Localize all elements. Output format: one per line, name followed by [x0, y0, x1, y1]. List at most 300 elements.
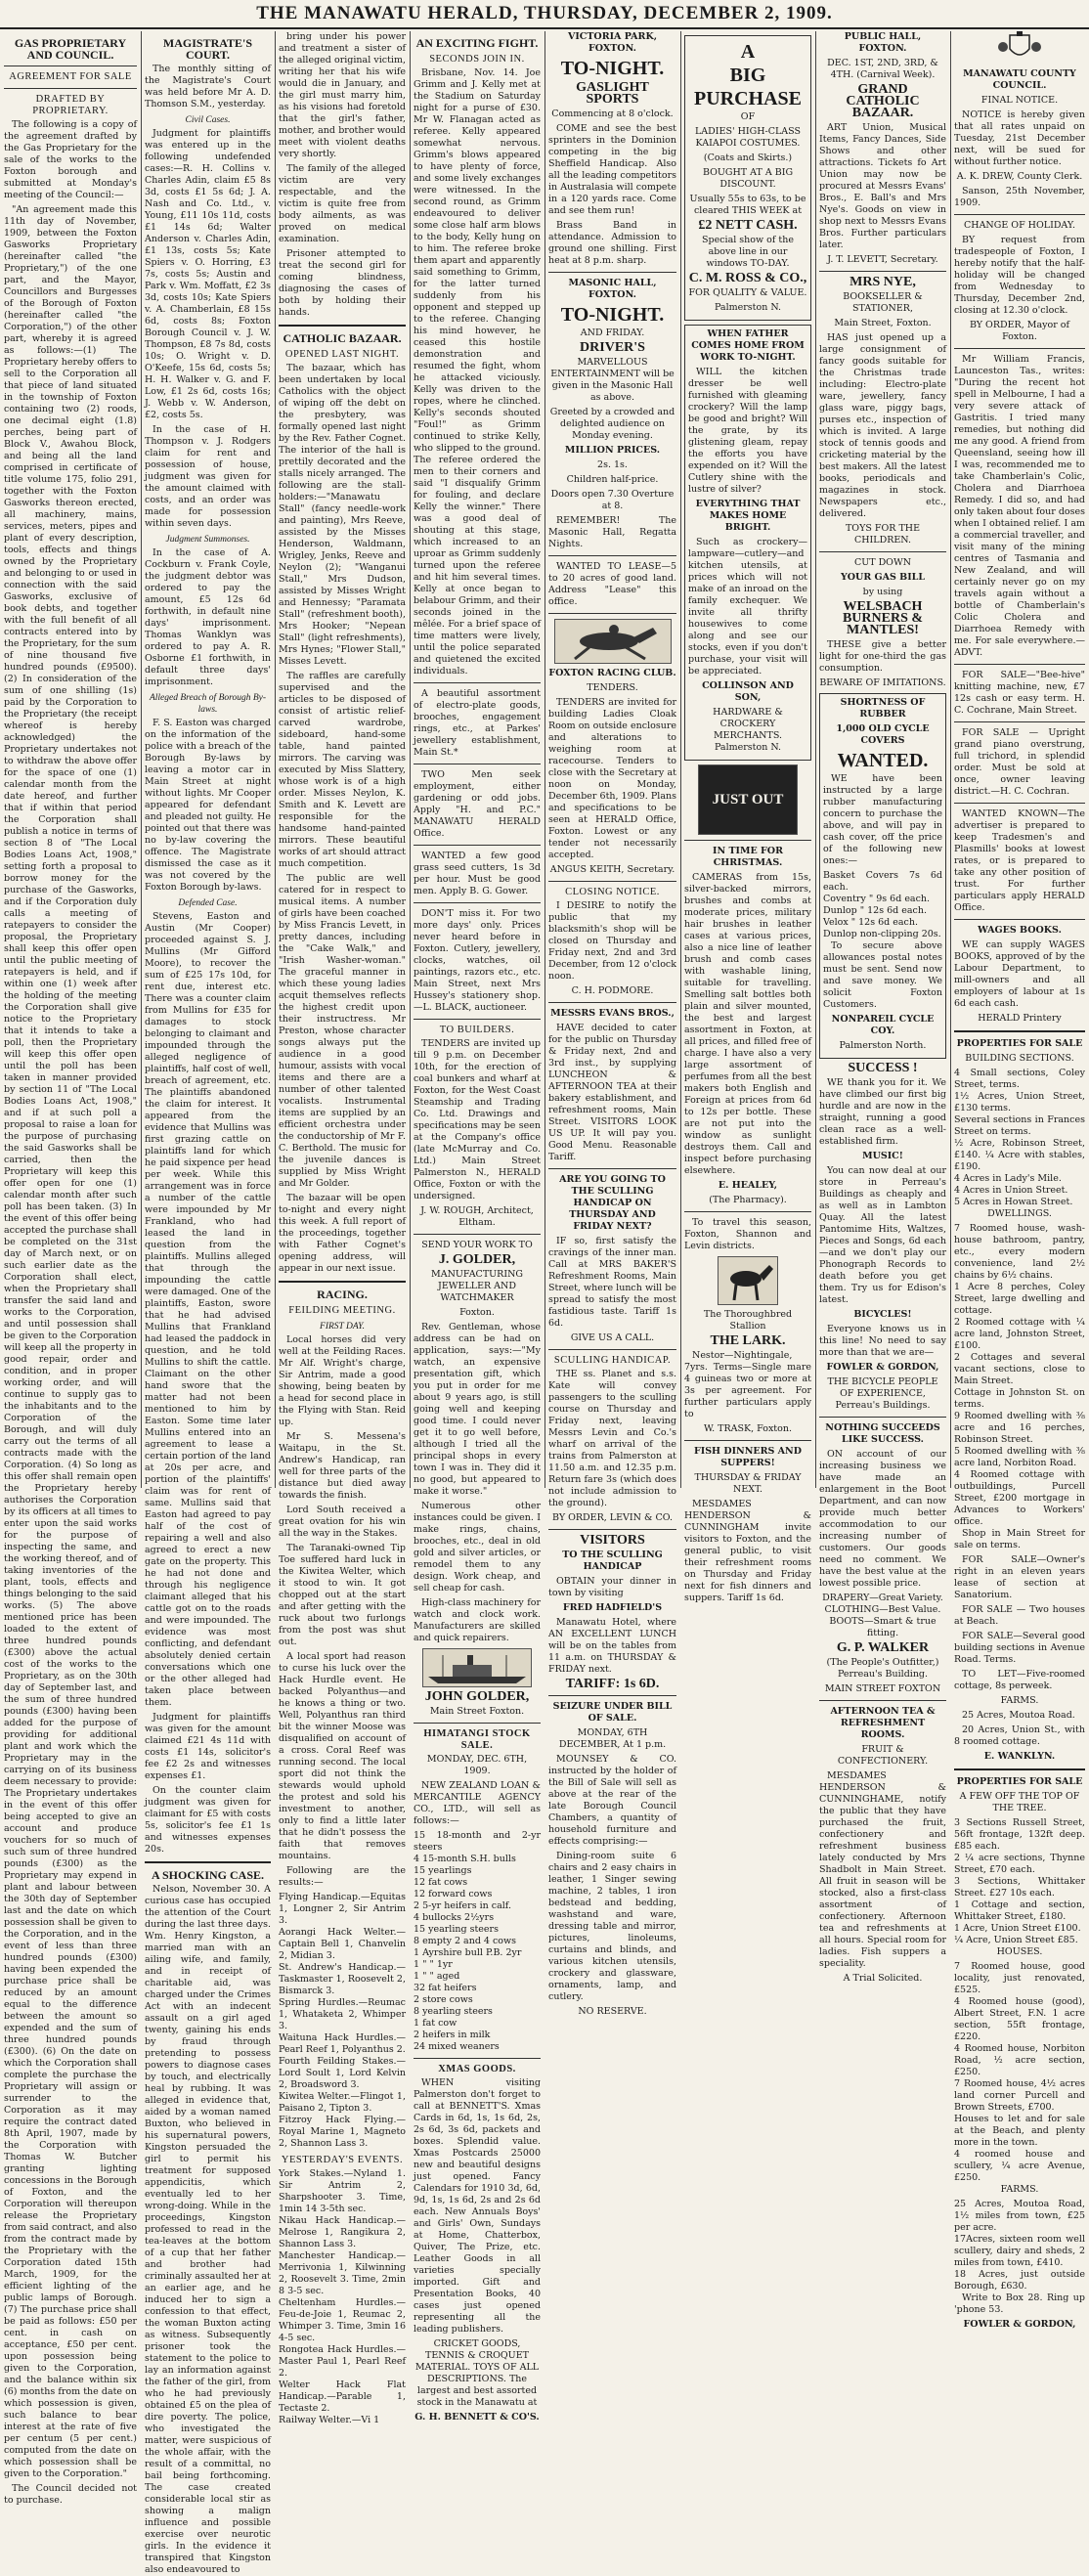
- ad-text: THE BICYCLE PEOPLE OF EXPERIENCE, Perreau's Buildings.: [827, 1376, 938, 1411]
- article-paragraph: Brisbane, Nov. 14. Joe Grimm and J. Kelly met at the Stadium on Saturday night for a purse of £30. Mr W. Flanagan acted as referee. Kelly appeared somewhat nervous. Grimm's blows appeared to have plenty of force, and some lively exchanges were witnessed. In the second round, as Grimm endeavoured to deliver some close half arm blows to the body, Kelly hung on to him. The referee broke them apart and apparently said something to Grimm, for the latter turned suddenly from his opponent and stepped up to the referee. Changing his mind however, he ceased this hostile demonstration and resumed the fight, whom he attacked viciously. Kelly was driven to the ropes, where he clinched. Kelly's seconds shouted "Foul!" as Grimm continued to strike Kelly, who slipped to the ground. The referee ordered the men to their corners and said "I disqualify Grimm for fouling, and declare Kelly the winner." There was a good deal of shouting at this stage, which increased to an uproar as Grimm suddenly turned upon the referee and hit him several times. Kelly at once began to belabour Grimm, and their seconds joined in the mêlée. For a brief space of time matters were lively, until the police separated and quietened the excited individuals.: [414, 67, 541, 677]
- ad-text: WHEN visiting Palmerston don't forget to call at BENNETT'S. Xmas Cards in 6d, 1s, 1s 6d, 2s, 2s 6d, 3s 6d, packets and boxes. Splendid value. Xmas Postcards 25000 new and beautiful designs just opened. Fancy Calendars for 1910 3d, 6d, 9d, 1s, 1s 6d, 2s and 2s 6d each. New Annuals Boys' and Girls' Own, Sundays at Home, Chatterbox, Quiver, The Prize, etc. Leather Goods in all varieties specially imported. Gift and Presentation Books, 40 cases just opened representing all the leading publishers.: [414, 2077, 541, 2335]
- property-item: ½ Acre, Robinson Street, £140. ¼ Acre with stables, £190.: [954, 1138, 1085, 1172]
- ad-text: CUT DOWN: [853, 557, 912, 568]
- ad-text: Nestor—Nightingale, 7yrs. Terms—Single mare 4 guineas two or more at 3s per agreement. For further particulars apply to: [684, 1350, 811, 1419]
- stock-item: 4 bullocks 2½yrs: [414, 1912, 495, 1923]
- property-item: 3 Sections, Whittaker Street. £27 10s each.: [954, 1876, 1085, 1899]
- ad-text: TWO Men seek employment, either gardening or odd jobs. Apply "H. and P.C." MANAWATU HERALD Office.: [414, 769, 541, 839]
- ad-text: ON account of our increasing business we have made an enlargement in the Boot Department, and can now provide much better accommodation to our increasing number of customers. Our goods need no comment. We have the best value at the lowest possible price.: [819, 1449, 946, 1589]
- article-paragraph: The family of the alleged victim are very respectable, and the victim is quite free from body ailments, as was proved on medical examination.: [279, 163, 406, 244]
- article-paragraph: The public are well catered for in respect to musical items. A number of girls have been coached by Miss Francis Levett, in pretty dances, including the "Cake Walk," and "Irish Washer-woman." The graceful manner in which these young ladies acquit themselves reflects the highest credit upon their instructress. Mr Preston, whose character songs always put the audience in a good humour, assists with vocal items and there are a number of other talented vocalists. Instrumental items are supplied by an efficient orchestra under the conductorship of Mr F. C. Berthold. The music for the juvenile dances is supplied by Miss Wright and Mr Golder.: [279, 873, 406, 1189]
- article-paragraph: F. S. Easton was charged on the information of the police with a breach of the Borough By-laws by leaving a motor car in Main Street at night without lights. Mr Cooper appeared for defendant and pleaded not guilty. He pointed out that there was no by-law covering the offence. The Magistrate dismissed the case as it was not covered by the Foxton Borough by-laws.: [145, 718, 271, 893]
- article-subheading: AGREEMENT FOR SALE: [9, 71, 132, 82]
- column-5: [548, 31, 676, 2017]
- column-7: [819, 31, 946, 1984]
- ad-box: [684, 35, 811, 321]
- ad-heading: FISH DINNERS AND SUPPERS!: [694, 1446, 802, 1468]
- race-result: Manchester Handicap.—Merrivonia 1, Kilwinning 2, Roosevelt 3. Time, 2min 8 3-5 sec.: [279, 2250, 406, 2296]
- ad-text: MARVELLOUS ENTERTAINMENT will be given in the Masonic Hall as above.: [550, 357, 675, 403]
- ad-text: WE thank you for it. We have climbed our first big hurdle and are now in the straight, running a good clean race as a well-established firm.: [819, 1077, 946, 1147]
- ad-heading: PROPERTIES FOR SALE: [956, 1776, 1083, 1787]
- ad-text: FRUIT & CONFECTIONERY.: [837, 1744, 929, 1767]
- stock-item: 1 " " aged: [414, 1971, 460, 1982]
- ad-heading: SCULLING HANDICAP.: [553, 1355, 672, 1366]
- ad-heading: TO BUILDERS.: [439, 1025, 515, 1035]
- article-paragraph: On the counter claim judgment was given for claimant for £5 with costs 5s, solicitor's fee £1 1s and witnesses expenses 20s.: [145, 1785, 271, 1855]
- ad-heading: SHORTNESS OF RUBBER: [840, 697, 926, 720]
- ad-text: TENDERS are invited up till 9 p.m. on December 10th, for the erection of coal bunkers and wharf at Foxton, for the West Coast Steamship and Trading Co. Ltd. Drawings and specifications may be seen at the Company's office (late McMurray and Co. Ltd.) Main Street Palmerston N., HERALD Office, Foxton or with the undersigned.: [414, 1038, 541, 1201]
- ad-heading: THE LARK.: [710, 1333, 786, 1348]
- ad-text: MONDAY, DEC. 6TH, 1909.: [426, 1754, 528, 1776]
- stock-item: 8 yearling steers: [414, 2006, 493, 2017]
- column-2: [145, 31, 271, 2575]
- price-item: Velox " 12s 6d each.: [823, 917, 919, 928]
- ad-heading: TO THE SCULLING HANDICAP: [562, 1550, 663, 1572]
- race-results: [279, 1892, 406, 2150]
- ad-text: NO RESERVE.: [578, 2006, 647, 2017]
- ad-text: HOUSES.: [996, 1946, 1043, 1957]
- stock-item: 8 empty 2 and 4 cows: [414, 1936, 517, 1946]
- race-result: Fitzroy Hack Flying.—Royal Marine 1, Magneto 2, Shannon Lass 3.: [279, 2115, 406, 2149]
- property-item: 4 Roomed cottage with outbuildings, Purcell Street, £200 mortgage in Advances to Workers' office.: [954, 1469, 1085, 1527]
- article-paragraph: Stevens, Easton and Austin (Mr Cooper) proceeded against S. J. Mullins (Mr Gifford Moore), to recover the sum of £25 17s 10d, for rent due, interest etc. There was a counter claim from Mullins for £35 for damages to stock belonging to claimant and impounded through the alleged negligence of plaintiffs, half cost of well, breach of agreement, etc. The plaintiffs abandoned the claim for interest. It appeared from the evidence that Mullins was first grazing cattle on plaintiffs land for which he paid sixpence per head per week. While this arrangement was in force a number of the cattle were impounded by Mr Frankland, who had leased the land in question from the plaintiffs. Mullins alleged that through the impounding the cattle were damaged. One of the plaintiffs, Easton, swore that he had advised Mullins that Frankland had leased the paddock in question, and he told Mullins to shift the cattle. Claimant on the other hand swore that the matter had not been mentioned to him by Easton. Some time later Mullins entered into an agreement to lease a certain portion of the land at 20s per acre, and portion of the plaintiffs' claim was for rent of same. Mullins said that Easton had agreed to pay half of the cost of repairing a well and also agreed to erect a new gate on the property. This he had not done and through his negligence claimant alleged that his cattle got on to the roads and were impounded. The evidence was most conflicting, and defendant absolutely denied certain conversations which one or the other alleged had taken place between them.: [145, 911, 271, 1708]
- race-result: Kiwitea Welter.—Flingot 1, Paisano 2, Tipton 3.: [279, 2091, 406, 2114]
- ad-heading: HIMATANGI STOCK SALE.: [423, 1728, 531, 1751]
- ad-text: Foxton.: [459, 1307, 495, 1318]
- stock-item: 24 mixed weaners: [414, 2041, 500, 2052]
- article-paragraph: In the case of H. Thompson v. J. Rodgers claim for rent and possession of house, judgment was given for the amount claimed with costs, and an order was made for possession within seven days.: [145, 424, 271, 529]
- ad-signature: BY ORDER, Mayor of Foxton.: [969, 320, 1070, 342]
- ad-heading: A: [740, 41, 756, 63]
- property-item: 2 Roomed cottage with ¼ acre land, Johnston Street, £100.: [954, 1317, 1085, 1351]
- column-8: [954, 31, 1085, 2330]
- ad-text: Everyone knows us in this line! No need to say more than that we are—: [819, 1324, 946, 1358]
- ad-text: BY request from tradespeople of Foxton, I hereby notify that the half-holiday will be changed from Wednesday to Thursday, December 2nd, closing at 12.30 o'clock.: [954, 235, 1085, 316]
- ad-heading: MASONIC HALL, FOXTON.: [568, 278, 657, 300]
- ad-text: BOOKSELLER & STATIONER,: [843, 291, 923, 314]
- ad-heading: WAGES BOOKS.: [978, 925, 1062, 936]
- ad-signature: W. TRASK, Foxton.: [704, 1423, 792, 1434]
- ad-text: MANUFACTURING JEWELLER AND WATCHMAKER: [431, 1269, 523, 1303]
- ad-text: MAIN STREET FOXTON: [824, 1683, 941, 1694]
- ad-heading: JOHN GOLDER,: [424, 1689, 530, 1704]
- coat-of-arms-icon: [954, 31, 1085, 68]
- ad-heading: £2 NETT CASH.: [698, 218, 798, 233]
- ad-text: by using: [862, 587, 903, 597]
- ad-heading: MESSRS EVANS BROS.,: [550, 1008, 675, 1019]
- ad-text: IF so, first satisfy the cravings of the inner man. Call at MRS BAKER'S Refreshment Rooms, Main Street, where lunch will be spread to satisfy the most fastidious taste. Tariff 1s 6d.: [548, 1236, 676, 1329]
- property-item: 7 Roomed house, wash-house bathroom, pantry, etc., every modern convenience, land 2½ chains by 6½ chains.: [954, 1223, 1085, 1281]
- property-list: [954, 1817, 1085, 1946]
- article-paragraph: Judgment for plaintiffs was entered up in the following undefended cases:—R. H. Collins v. Charles Adin, claim £5 8s 3d, costs £1 5s 6d; J. A. Nash and Co. Ltd., v. Young, £11 10s 11d, costs £1 14s 6d; Walter Anderson v. Charles Adin, £1 13s, costs 5s; Kate Spiers v. O. Horring, £3 7s, costs 5s; Austin and Park v. Wm. Moffatt, £2 3s 3d, costs 10s; Kate Spiers v. A. Chamberlain, £8 15s 6d, costs 8s; Foxton Borough Council v. J. W. Thompson, £8 7s 8d, costs 10s; O. Wright v. D. O'Keefe, 15s 6d, costs 5s; H. H. Walker v. G. and F. Low, £1 2s 6d, costs 16s; J. Webb v. W. Anderson, £2, costs 5s.: [145, 128, 271, 420]
- racehorse-illustration: [554, 619, 672, 664]
- ad-text: THESE give a better light for one-third the gas consumption.: [819, 639, 946, 674]
- ad-text: Shop in Main Street for sale on terms.: [954, 1528, 1085, 1550]
- ad-text: HAS just opened up a large consignment of fancy goods suitable for the Christmas trade including: Electro-plate ware, jewellery, fancy glass ware, piggy bags, purses etc., inspection of which is invited. A large stock of tennis goods and cricketing material by the best makers. All the latest books, periodicals and magazines in stock. Newspapers etc., delivered.: [819, 332, 946, 519]
- ad-heading: SEIZURE UNDER BILL OF SALE.: [552, 1701, 673, 1724]
- price-list: [823, 870, 942, 940]
- property-item: 4 Small sections, Coley Street, terms.: [954, 1068, 1085, 1090]
- ad-text: TENDERS are invited for building Ladies Cloak Room on outside enclosure and alterations to weighing room at racecourse. Tenders to close with the Secretary at noon on Monday, December 6th, 1909. Plans and specifications to be seen at HERALD Office, Foxton. Lowest or any tender not necessarily accepted.: [548, 697, 676, 860]
- ad-heading: C. M. ROSS & CO.,: [688, 271, 807, 285]
- article-paragraph: The Council decided not to purchase.: [4, 2483, 137, 2506]
- race-result: Flying Handicap.—Equitas 1, Longner 2, Sir Antrim 3.: [279, 1892, 406, 1926]
- ad-text: (The Pharmacy).: [709, 1195, 787, 1205]
- article-paragraph: Nelson, November 30. A curious case has occupied the attention of the Court during the last three days. Wm. Henry Kingston, a married man with an ailing wife, and family, and in receipt of charitable aid, was charged under the Crimes Act with an indecent assault on a girl aged twenty, gaining his ends by fraud through pretending to possess powers to diagnose cases by touch, and electrically heal by rubbing. It was alleged in evidence that, aided by a woman named Buxton, who believed in his supernatural powers, Kingston persuaded the girl to permit his treatment for supposed appendicitis, which eventually led to her wrong-doing. While in the proceedings, Kingston professed to read in the tea-leaves at the bottom of a cup that her father and brother had criminally assaulted her at an earlier age, and he induced her to sign a confession to that effect, the woman Buxton acting as witness. Subsequently prisoner took the statement to the police to lay an information against the father of the girl, from who he had previously obtained £5 on the plea of dire poverty. The police, who investigated the matter, were suspicious of the whole affair, with the result of a committal, no bail being forthcoming. The case created considerable local stir as showing a malign influence and possible exercise over neurotic girls. In the evidence it transpired that Kingston also endeavoured to: [145, 1884, 271, 2575]
- property-item: 1½ Acres, Union Street, £130 terms.: [954, 1091, 1085, 1113]
- article-paragraph: Local horses did very well at the Feilding Races. Mr Alf. Wright's charge, Sir Antrim, made a good showing, being beaten by a head for second place in the Flying with Stan. Reid up.: [279, 1334, 406, 1427]
- ad-text: AND FRIDAY.: [580, 327, 645, 338]
- ad-text: OF: [740, 111, 756, 122]
- stock-item: 15 yearlings: [414, 1865, 472, 1876]
- ad-text: DEC. 1ST, 2ND, 3RD, & 4TH. (Carnival Week).: [827, 58, 938, 80]
- ad-heading: BICYCLES!: [853, 1309, 912, 1320]
- steamship-illustration: [422, 1648, 532, 1687]
- article-heading: GAS PROPRIETARY AND COUNCIL.: [14, 36, 127, 62]
- property-item: 4 Acres in Union Street.: [954, 1185, 1068, 1196]
- column-rule: [410, 31, 411, 1488]
- ad-heading: WELSBACH BURNERS & MANTLES!: [842, 599, 924, 637]
- article-paragraph: The bazaar, which has been undertaken by local Catholics with the object of wiping off the debt on the presbytery, was formally opened last night by the Rev. Father Cognet. The interior of the hall is prettily decorated and the stalls nicely arranged. The following are the stall-holders:—"Manawatu Stall" (fancy needle-work and painting), Mrs Reeve, assisted by the Misses Henderson, Waldmann, Wrigley, Jenks, Reeve and Neylon (2); "Wanganui Stall," Mrs Dudson, assisted by Misses Wright and Hennessy; "Paramata Stall" (refreshment booth), Mrs Hooker; "Nepean Stall" (light refreshments), Mrs Hynes; "Flower Stall," Misses Levett.: [279, 363, 406, 667]
- ad-text: THURSDAY & FRIDAY NEXT.: [694, 1472, 802, 1495]
- property-item: 7 Roomed house, good locality, just renovated, £525.: [954, 1961, 1085, 1995]
- property-item: 7 Roomed house, 4½ acres land corner Purcell and Brown Streets, £700.: [954, 2078, 1085, 2113]
- ad-heading: MANAWATU COUNTY COUNCIL.: [963, 68, 1076, 91]
- ad-text: DRAPERY—Great Variety. CLOTHING—Best Value. BOOTS—Smart & true fitting.: [822, 1593, 943, 1638]
- column-3: [279, 31, 406, 2425]
- race-result: Waituna Hack Hurdles.—Pearl Reef 1, Polyanthus 2.: [279, 2032, 406, 2055]
- ad-text: Manawatu Hotel, where AN EXCELLENT LUNCH will be on the tables from 11 a.m. on THURSDAY & FRIDAY next.: [548, 1617, 676, 1675]
- race-result: Fourth Feilding Stakes.—Lord Soult 1, Lord Kelvin 2, Broadsword 3.: [279, 2056, 406, 2090]
- property-list: [954, 1961, 1085, 2184]
- ad-text: FOR SALE — Two houses at Beach.: [954, 1604, 1085, 1627]
- article-paragraph: In the case of A. Cockburn v. Frank Coyle, the judgment debtor was ordered to pay the amount, £5 12s 6d forthwith, in default nine days' imprisonment. Thomas Wanklyn was ordered to pay A. R. Osborne £1 forthwith, in default three days' imprisonment.: [145, 547, 271, 687]
- ad-text: WILL the kitchen dresser be well furnished with gleaming crockery? Will the lamp be good and bright? Will the grate, by its glistening gleam, repay the efforts you have expended on it? Will the Cutlery shine with the lustre of silver?: [688, 367, 807, 495]
- ad-heading: FRED HADFIELD'S: [562, 1602, 663, 1613]
- article-paragraph: The raffles are carefully supervised and the articles to be disposed of consist of artistic relief-carved wardrobe, sideboard, hand-some table, hand painted mirrors. The carving was executed by Miss Slattery, whose work is of a high order. Misses Neylon, K. Smith and K. Levett are responsible for the handsome hand-painted mirrors. These beautiful works of art should attract much competition.: [279, 671, 406, 869]
- ad-signature: G. H. BENNETT & CO'S.: [414, 2412, 540, 2423]
- race-result: Welter Hack Flat Handicap.—Parable 1, Tectaste 2.: [279, 2380, 406, 2414]
- ad-text: Rev. Gentleman, whose address can be had on application, says:—"My watch, an expensive presentation gift, which you put in order for me about 9 years ago, is still going well and keeping good time. I could never get it to go well before, although I tried all the principal shops in every town I was in. They did it no good, but appeared to make it worse.": [414, 1322, 541, 1497]
- article-paragraph: "An agreement made this 11th day of November, 1909, between the Foxton Gasworks Proprietary (hereinafter called "the Proprietary,") of the one part, and the Mayor, Councillors and Burgesses of the Borough of Foxton (hereinafter called "the Corporation,") of the other part, whereby it is agreed as follows:—(1) The Proprietary hereby offers to sell to the Corporation all that piece of land situated in the township of Foxton containing two (2) roods, one decimal eight (1.8) perches, being part of Block V., Awahou Block, and being all the land comprised in certificate of title volume 175, folio 291, together with the Foxton Gasworks thereon erected, all machinery, mains, services, meters, pipes and plant of every description, tools, effects and things owned by the Proprietary and belonging to or used in connection with the said Gasworks, exclusive of book debts, and together with the full benefit of all contracts entered into by the Proprietary, for the sum of nine thousand five hundred pounds (£9500). (2) In consideration of the sum of one shilling (1s) paid by the Corporation to the Proprietary (the receipt whereof is hereby acknowledged) the Proprietary undertakes not to withdraw the above offer for the space of one (1) calendar month from the date hereof, and further that if within that period the Corporation shall publish a notice in terms of section 8 of "The Local Bodies Loans Act, 1908," setting forth a proposal to borrow money for the purchase of the Gasworks, and if the Corporation duly calls a meeting of ratepayers to consider the proposal, the Proprietary shall keep this offer open until the public meeting of ratepayers is held, and if within one (1) week after the holding of the meeting the Corporation shall give notice to the Proprietary that it intends to take a poll, then the Proprietary will keep this offer open until the poll has been taken in manner provided by section 11 of "The Local Bodies Loans Act, 1908," and if at such poll a proposal to raise a loan for the purpose of purchasing the said Gasworks shall be carried, then the Proprietary will keep this offer open for one (1) calendar month after such poll has been taken. (3) In the event of this offer being accepted the purchase shall be completed on the 31st day of March next, or on such earlier date as the Corporation shall elect, when the Proprietary shall transfer the said land and works to the Corporation, and until possession shall be given to the Corporation will keep all the property in good repair, order and condition, and in proper working order, and will continue to supply gas to the inhabitants and to the Corporation of the Borough, and will duly carry out the terms of all contracts made with the Corporation. (4) So long as this offer shall remain open the Proprietary hereby authorises the Corporation by its officers at all times to enter upon the said works for the purpose of inspecting the same, and the working thereof, and of taking inventories of the plant, tools, effects and things belonging to the said works. (5) The above mentioned price has been loaded to the extent of three hundred pounds (£300) above the actual cost of the works to the Proprietary, as on the 30th day of September last, and the sum of three hundred pounds (£300) having been added for the purpose of providing for additional plant and work which the Proprietary may in the carrying on of its business deem necessary to provide: The Proprietary undertakes in the event of this offer being accepted to give an account and produce vouchers for so much of such sum of three hundred pounds (£300) as the Proprietary may expend in plant and labour between the 30th day of September last and the date on which possession shall be given to the Corporation, and in the event of less than three hundred pounds (£300) having been expended the purchase price shall be reduced by an amount equal to the difference between the amount so expended and the sum of three hundred pounds (£300). (6) On the date on which the Corporation shall complete the purchase the Proprietary will assign or surrender to the Corporation as it may require the contract dated 8th April, 1907, made by the Corporation with Thomas W. Butcher granting lighting concessions in the Borough of Foxton, and the Corporation will thereupon release the Proprietary from said contract, and also from the contract made by the Proprietary with the Corporation dated 15th March, 1909, for the efficient lighting of the public lamps of Borough. (7) The purchase price shall be paid as follows: £50 per cent. in cash on acceptance, £50 per cent. upon possession being given to the Corporation, and the balance within six (6) months from the date on which possession is given, such balance to bear interest at the rate of five per centum (5 per cent.) computed from the date on which possession shall be given to the Corporation.": [4, 204, 137, 2479]
- ad-heading: TENDERS.: [587, 682, 638, 693]
- stock-item: 15 yearling steers: [414, 1924, 499, 1935]
- ad-heading: YOUR GAS BILL: [840, 572, 926, 583]
- property-list: [954, 1223, 1085, 1528]
- ad-heading: XMAS GOODS.: [438, 2064, 516, 2074]
- ad-heading: AFTERNOON TEA & REFRESHMENT ROOMS.: [830, 1706, 936, 1740]
- stock-item: 1 fat cow: [414, 2018, 457, 2029]
- property-item: 25 Acres, Moutoa Road, 1½ miles from town, £25 per acre.: [954, 2199, 1085, 2233]
- price-item: Coventry " 9s 6d each.: [823, 894, 931, 904]
- column-rule: [815, 31, 816, 1488]
- ad-text: TOYS FOR THE CHILDREN.: [845, 523, 921, 546]
- ad-text: FARMS.: [1000, 1695, 1039, 1706]
- article-paragraph: The bazaar will be open to-night and every night this week. A full report of the proceedings, together with Father Cognet's opening address, will appear in our next issue.: [279, 1193, 406, 1274]
- article-subheading: YESTERDAY'S EVENTS.: [281, 2155, 404, 2165]
- article-heading: RACING.: [317, 1288, 368, 1301]
- race-result: Railway Welter.—Vi 1: [279, 2415, 380, 2425]
- ad-text: Mr William Francis, Launceston Tas., writes: "During the recent hot spell in Melbourne, I had a very severe attack of Gastritis. I tried many remedies, but nothing did me any good. A friend from Queensland, seeing how ill I was, recommended me to take Chamberlain's Colic, Cholera and Diarrhoea Remedy. I did so, and had only taken about four doses when I obtained relief. I am a commercial traveller, and visit many of the mining centres of Tasmania and New Zealand, and will certainly never go on my travels again without a bottle of Chamberlain's Colic Cholera and Diarrhoea Remedy with me. For sale everywhere.—ADVT.: [954, 354, 1085, 658]
- race-result: York Stakes.—Nyland 1. Sir Antrim 2, Sharpshooter 3. Time, 1min 14 3-5th sec.: [279, 2168, 406, 2214]
- ad-heading: MILLION PRICES.: [564, 445, 661, 456]
- stock-item: 15 18-month and 2-yr steers: [414, 1830, 541, 1853]
- ad-box: [819, 693, 946, 1059]
- property-item: 5 Roomed dwelling with ⅜ acre land, Norbiton Road.: [954, 1446, 1085, 1468]
- race-results: [279, 2168, 406, 2426]
- ad-heading: COLLINSON AND SON,: [702, 680, 794, 703]
- stock-item: 1 " " 1yr: [414, 1959, 453, 1970]
- ad-text: BEWARE OF IMITATIONS.: [819, 677, 946, 688]
- ad-heading: MUSIC!: [862, 1151, 903, 1161]
- ad-text: Commencing at 8 o'clock.: [551, 109, 674, 119]
- ad-text: Write to Box 28. Ring up 'phone 53.: [954, 2292, 1085, 2315]
- property-item: ¼ Acre, Union Street £85.: [954, 1935, 1078, 1945]
- property-item: Houses to let and for sale at the Beach, and plenty more in the town.: [954, 2114, 1085, 2148]
- ad-text: To travel this season, Foxton, Shannon and Levin districts.: [684, 1217, 811, 1251]
- article-subheading: FEILDING MEETING.: [288, 1305, 396, 1316]
- article-subheading: Alleged Breach of Borough By-laws.: [149, 693, 267, 715]
- just-out-logo: JUST OUT: [698, 764, 798, 835]
- property-item: 1 Cottage and section, Whittaker Street, £180.: [954, 1899, 1085, 1922]
- ad-signature: E. WANKLYN.: [983, 1751, 1056, 1762]
- article-subheading: FIRST DAY.: [320, 1322, 365, 1332]
- race-result: Rongotea Hack Hurdles.—Master Paul 1, Pearl Reef 2.: [279, 2344, 406, 2379]
- ad-text: A FEW OFF THE TOP OF THE TREE.: [959, 1791, 1080, 1813]
- ad-text: DON'T miss it. For two more days' only. Prices never heard before in Foxton. Cutlery, jewellery, clocks, watches, oil paintings, razors etc., etc. Main Street, next Mrs Hussey's stationery shop.—L. BLACK, auctioneer.: [414, 908, 541, 1013]
- property-item: 2 Cottages and several vacant sections, close to Main Street.: [954, 1352, 1085, 1386]
- ad-heading: DRIVER'S: [580, 340, 645, 355]
- ad-text: GIVE US A CALL.: [570, 1332, 655, 1343]
- article-paragraph: The monthly sitting of the Magistrate's Court was held before Mr A. D. Thomson S.M., yesterday.: [145, 64, 271, 109]
- ad-text: FARMS.: [1000, 2184, 1039, 2195]
- article-paragraph: The Taranaki-owned Tip Toe suffered hard luck in the Kiwitea Welter, which it stood to win. It got chopped out at the start and after getting with the ruck about two furlongs from the post was shut out.: [279, 1543, 406, 1647]
- ad-text: FOR SALE—Several good building sections in Avenue Road. Terms.: [954, 1631, 1085, 1665]
- ad-text: Children half-price.: [566, 474, 659, 485]
- ad-heading: PURCHASE: [693, 88, 802, 109]
- column-rule: [544, 31, 545, 1488]
- ad-text: MESDAMES HENDERSON & CUNNINGHAME, notify the public that they have purchased the fruit, confectionery and refreshment business lately conducted by Mrs Shadbolt in Main Street. All fruit in season will be stocked, also a first-class assortment of confectionery. Afternoon tea and refreshments at all hours. Special room for ladies. Fish suppers a speciality.: [819, 1770, 946, 1969]
- article-heading: AN EXCITING FIGHT.: [415, 36, 539, 50]
- ad-text: HARDWARE & CROCKERY MERCHANTS. Palmerston N.: [713, 707, 783, 753]
- stock-item: 1 Ayrshire bull P.B. 2yr: [414, 1947, 522, 1958]
- ad-text: Numerous other instances could be given. I make rings, chains, brooches, etc., deal in old gold and silver articles, or remodel them to any design. Work cheap, and sell cheap for cash.: [414, 1501, 541, 1594]
- property-item: Cottage in Johnston St. on terms.: [954, 1387, 1085, 1410]
- column-1: [4, 31, 137, 2506]
- ad-text: A Trial Solicited.: [843, 1973, 923, 1984]
- price-item: Dunlop " 12s 6d each.: [823, 905, 927, 916]
- ad-text: OBTAIN your dinner in town by visiting: [548, 1576, 676, 1598]
- ad-text: (Coats and Skirts.): [703, 153, 793, 163]
- article-heading: MAGISTRATE'S COURT.: [162, 36, 253, 62]
- article-paragraph: Mr S. Messena's Waitapu, in the St. Andrew's Handicap, ran well for three parts of the distance but died away towards the finish.: [279, 1431, 406, 1501]
- property-item: Several sections in Frances Street on terms.: [954, 1114, 1085, 1137]
- property-item: 1 Acre 8 perches, Coley Street, large dwelling and cottage.: [954, 1282, 1085, 1316]
- column-rule: [275, 31, 276, 1488]
- ad-text: High-class machinery for watch and clock work. Manufacturers are skilled and quick repairers.: [414, 1597, 541, 1643]
- masthead: [0, 0, 1089, 29]
- stock-item: 2 heifers in milk: [414, 2030, 491, 2040]
- ad-heading: TO-NIGHT.: [560, 58, 665, 79]
- ad-text: Greeted by a crowded and delighted audience on Monday evening.: [549, 407, 675, 441]
- price-item: Dunlop non-clipping 20s.: [823, 929, 941, 939]
- ad-signature: FOWLER & GORDON,: [963, 2319, 1076, 2330]
- ad-text: (The People's Outfitter,) Perreau's Building.: [826, 1657, 939, 1680]
- ad-heading: NOTHING SUCCEEDS LIKE SUCCESS.: [825, 1422, 940, 1445]
- ad-text: Dining-room suite 6 chairs and 2 easy chairs in leather, 1 Singer sewing machine, 2 tables, 1 iron bedstead and bedding, washstand and ware, dressing table and mirror, pictures, linoleums, curtains and blinds, and various kitchen utensils, crockery and glassware, ornaments, lamp, and cutlery.: [548, 1851, 676, 2002]
- ad-text: Such as crockery—lampware—cutlery—and kitchen utensils, at prices which will not make of an inroad on the family exchequer. We invite all thrifty housewives to come along and see our stocks, even if you don't purchase, your visit will be appreciated.: [688, 537, 807, 677]
- ad-heading: BIG: [729, 65, 766, 86]
- stock-item: 12 fat cows: [414, 1877, 468, 1888]
- ad-signature: HERALD Printery: [978, 1013, 1062, 1024]
- ad-text: Doors open 7.30 Overture at 8.: [550, 489, 675, 511]
- ad-text: Brass Band in attendance. Admission to ground one shilling. First heat at 8 p.m. sharp.: [548, 220, 676, 266]
- ad-text: WANTED a few good grass seed cutters, 1s 3d per hour. Must be good men. Apply B. G. Gower.: [414, 851, 541, 896]
- article-paragraph: A local sport had reason to curse his luck over the Hack Hurdle event. He backed Polyanthus—and he knows a thing or two. Well, Polyanthus ran third bit the winner Moose was disqualified on account of a cross. Coral Reef was running second. The local sport did not think the stewards would uphold the protest and sold his investment to another, only to find a little later that he didn't possess the faith that removes mountains.: [279, 1651, 406, 1861]
- ad-signature: BY ORDER, LEVIN & CO.: [552, 1512, 673, 1523]
- ad-text: Special show of the above line in our windows TO-DAY.: [702, 235, 794, 269]
- ad-text: Main Street Foxton.: [429, 1706, 525, 1717]
- article-paragraph: bring under his power and treatment a sister of the alleged original victim, writing her that his wife would die in January, and the girl must marry him, as his visions had foretold that the girl's father, mother, and brother would meet with violent deaths very shortly.: [279, 31, 406, 159]
- ad-text: 20 Acres, Union St., with 8 roomed cottage.: [954, 1725, 1085, 1747]
- ad-text: Sanson, 25th November, 1909.: [954, 186, 1085, 208]
- property-item: 5 Acres in Howan Street.: [954, 1197, 1073, 1207]
- stock-item: 4 15-month S.H. bulls: [414, 1854, 516, 1864]
- property-item: 4 Roomed house, Norbiton Road, ½ acre section, £250.: [954, 2043, 1085, 2077]
- ad-heading: TARIFF: 1s 6D.: [565, 1677, 660, 1691]
- property-item: 18 Acres, just outside Borough, £630.: [954, 2269, 1085, 2292]
- article-paragraph: The following is a copy of the agreement drafted by the Gas Proprietary for the sale of the works to the Foxton borough and submitted at Monday's meeting of the Council:—: [4, 119, 137, 200]
- stallion-illustration: [718, 1256, 778, 1305]
- ad-signature: J. T. LEVETT, Secretary.: [827, 254, 938, 265]
- ad-text: 2s. 1s.: [597, 459, 628, 470]
- property-item: 4 Acres in Lady's Mile.: [954, 1173, 1062, 1184]
- ad-text: DWELLINGS.: [987, 1208, 1052, 1219]
- article-subheading: Judgment Summonses.: [165, 535, 250, 545]
- ad-text: LADIES' HIGH-CLASS KAIAPOI COSTUMES.: [694, 126, 802, 149]
- property-item: 17Acres, sixteen room well scullery, dairy and sheds, 2 miles from town, £410.: [954, 2234, 1085, 2268]
- ad-heading: PROPERTIES FOR SALE: [956, 1038, 1083, 1049]
- ad-box: [684, 325, 811, 761]
- race-result: Aorangi Hack Welter.—Captain Bell 1, Chanvelin 2, Midian 3.: [279, 1927, 406, 1961]
- ad-text: BUILDING SECTIONS.: [965, 1053, 1074, 1064]
- ad-signature: C. H. PODMORE.: [571, 985, 654, 996]
- property-item: 4 roomed house and scullery, ¼ acre Avenue, £250.: [954, 2149, 1085, 2183]
- article-paragraph: Judgment for plaintiffs was given for the amount claimed £21 4s 11d with costs £1 14s, solicitor's fee £2 2s and witnesses expenses £1.: [145, 1712, 271, 1781]
- ad-text: A beautiful assortment of electro-plate goods, brooches, engagement rings, etc., at Parkes' jewellery establishment, Main St.*: [414, 688, 541, 758]
- article-subheading: Civil Cases.: [185, 115, 231, 125]
- ad-text: COME and see the best sprinters in the Dominion competing in the big Sheffield Handicap. Also all the leading competitors in Australasia will compete in a 120 yards race. Come and see them run!: [548, 123, 676, 216]
- property-list: [954, 2199, 1085, 2292]
- column-6: [684, 31, 811, 1603]
- ad-text: NOTICE is hereby given that all rates unpaid on Tuesday, 21st December next, will be sued for without further notice.: [954, 109, 1085, 167]
- article-subheading: Defended Case.: [178, 898, 238, 908]
- stock-list: [414, 1830, 541, 2053]
- property-item: 4 Roomed house (good), Albert Street, F.N. 1 acre section, 55ft frontage, £220.: [954, 1996, 1085, 2042]
- ad-text: WANTED KNOWN—The advertiser is prepared to keep Tradesmen's and Plasmills' books at lowest rates, or is prepared to take any other position of trust. For further particulars apply HERALD Office.: [954, 808, 1085, 913]
- column-rule: [141, 31, 142, 1488]
- ad-text: CAMERAS from 15s, silver-backed mirrors, brushes and combs at moderate prices, military hair brushes in leather cases at various prices, also a nice line of leather brush and comb cases with washable lining, suitable for travelling. Smelling salt bottles both plain and silver mounted, the best and largest assortment in Foxton, at all prices, and filled free of charge. I have also a very large assortment of perfumes from all the best makers both English and Foreign at prices from 6d to 12s per bottle. These are not put into the window as sunlight destroys them. Call and inspect before purchasing elsewhere.: [684, 872, 811, 1176]
- column-rule: [950, 31, 951, 1488]
- ad-text: BOUGHT AT A BIG DISCOUNT.: [702, 167, 794, 190]
- stock-item: 2 5-yr heifers in calf.: [414, 1900, 511, 1911]
- ad-heading: SUCCESS !: [848, 1061, 918, 1075]
- ad-text: TO LET—Five-roomed cottage, 8s perweek.: [954, 1669, 1085, 1691]
- ad-signature: J. W. ROUGH, Architect, Eltham.: [420, 1205, 534, 1228]
- ad-heading: GASLIGHT SPORTS: [576, 80, 649, 107]
- ad-text: 25 Acres, Moutoa Road.: [962, 1710, 1075, 1721]
- ad-text: FOR QUALITY & VALUE.: [688, 287, 807, 298]
- ad-text: SEND YOUR WORK TO: [421, 1240, 533, 1250]
- ad-heading: FOXTON RACING CLUB.: [548, 668, 676, 678]
- ad-text: WE have been instructed by a large rubber manufacturing concern to purchase the above, and will pay in cash cover, off the price of the following new ones:—: [823, 773, 942, 866]
- ad-heading: WHEN FATHER COMES HOME FROM WORK TO-NIGHT.: [691, 328, 805, 363]
- ad-signature: A. K. DREW, County Clerk.: [956, 171, 1083, 182]
- ad-heading: IN TIME FOR CHRISTMAS.: [713, 846, 783, 868]
- ad-heading: PUBLIC HALL, FOXTON.: [844, 31, 922, 54]
- race-result: Cheltenham Hurdles.—Feu-de-Joie 1, Reumac 2, Whimper 3. Time, 3min 16 4-5 sec.: [279, 2297, 406, 2343]
- ad-text: WANTED TO LEASE—5 to 20 acres of good land. Address "Lease" this office.: [548, 561, 676, 607]
- article-subheading: DRAFTED BY PROPRIETARY.: [32, 94, 109, 116]
- ad-text: Main Street, Foxton.: [834, 318, 932, 328]
- ad-text: REMEMBER! The Masonic Hall, Regatta Nights.: [548, 515, 676, 549]
- stock-item: 2 store cows: [414, 1994, 473, 2005]
- ad-heading: WANTED.: [837, 750, 929, 771]
- property-item: 9 Roomed dwelling with ⅜ acre and 16 perches, Robinson Street.: [954, 1411, 1085, 1445]
- ad-text: Palmerston N.: [714, 302, 782, 313]
- property-item: 1 Acre, Union Street £100.: [954, 1923, 1081, 1934]
- column-4: [414, 31, 541, 2423]
- column-rule: [680, 31, 681, 1488]
- ad-text: FOR SALE—"Bee-hive" knitting machine, new, £7 12s cash or easy term. H. C. Cochrane, Main Street.: [954, 670, 1085, 716]
- ad-heading: J. GOLDER,: [438, 1252, 516, 1267]
- ad-signature: ANGUS KEITH, Secretary.: [549, 864, 675, 875]
- newspaper-title: THE MANAWATU HERALD, THURSDAY, DECEMBER 2, 1909.: [256, 3, 833, 23]
- stock-item: 12 forward cows: [414, 1889, 493, 1899]
- property-item: 2 ¼ acre sections, Thynne Street, £70 each.: [954, 1853, 1085, 1875]
- ad-text: MONDAY, 6TH DECEMBER, At 1 p.m.: [558, 1727, 667, 1750]
- ad-heading: 1,000 OLD CYCLE COVERS: [836, 723, 930, 746]
- ad-heading: MRS NYE,: [849, 275, 916, 289]
- stock-item: 32 fat heifers: [414, 1983, 477, 1993]
- ad-text: Usually 55s to 63s, to be cleared THIS WEEK at: [689, 194, 806, 216]
- ad-text: I DESIRE to notify the public that my blacksmith's shop will be closed on Thursday and Friday next, 2nd and 3rd December, from 12 o'clock noon.: [548, 900, 676, 982]
- ad-text: The Thoroughbred Stallion: [703, 1309, 793, 1332]
- ad-heading: NONPAREIL CYCLE COY.: [831, 1014, 935, 1036]
- ad-heading: GRAND CATHOLIC BAZAAR.: [846, 82, 920, 120]
- ad-heading: CHANGE OF HOLIDAY.: [964, 220, 1075, 231]
- race-result: Spring Hurdles.—Reumac 1, Whataketa 2, Whimper 3.: [279, 1997, 406, 2031]
- ad-text: FINAL NOTICE.: [980, 95, 1059, 106]
- ad-text: CRICKET GOODS, TENNIS & CROQUET MATERIAL. TOYS OF ALL DESCRIPTIONS. The largest and best assorted stock in the Manawatu at: [414, 2338, 540, 2408]
- ad-heading: CLOSING NOTICE.: [565, 887, 660, 897]
- article-paragraph: Prisoner attempted to treat the second girl for coming blindness, diagnosing the cases of both by holding their hands.: [279, 248, 406, 318]
- ad-text: FOR SALE — Upright grand piano overstrung, full trichord, in splendid order. Must be sold at once, owner leaving district.—H. C. Cochran.: [954, 727, 1085, 797]
- ad-text: HAVE decided to cater for the public on Thursday & Friday next, 2nd and 3rd inst., by supplying LUNCHEON & AFTERNOON TEA at their bakery establishment, and refreshment rooms, Main Street. VISITORS LOOK US UP. It will pay you. Good Menu. Reasonable Tariff.: [548, 1023, 676, 1162]
- property-item: 3 Sections Russell Street, 56ft frontage, 132ft deep. £85 each.: [954, 1817, 1085, 1852]
- race-result: Nikau Hack Handicap.—Melrose 1, Rangikura 2, Shannon Lass 3.: [279, 2215, 406, 2249]
- ad-text: Palmerston North.: [839, 1040, 927, 1051]
- ad-heading: FOWLER & GORDON,: [826, 1362, 939, 1373]
- article-paragraph: Lord South received a great ovation for his win all the way in the Stakes.: [279, 1505, 406, 1539]
- ad-text: To secure above allowances postal notes must be sent. Send now and save money. We solicit Foxton Customers.: [823, 940, 942, 1010]
- ad-text: MESDAMES HENDERSON & CUNNINGHAM invite visitors to Foxton, and the general public, to visit their refreshment rooms on Thursday and Friday next for fish dinners and suppers. Tariff 1s 6d.: [684, 1499, 811, 1603]
- property-list: [954, 1068, 1085, 1208]
- article-paragraph: Following are the results:—: [279, 1865, 406, 1888]
- ad-heading: TO-NIGHT.: [560, 304, 665, 326]
- ad-heading: ARE YOU GOING TO THE SCULLING HANDICAP ON THURSDAY AND FRIDAY NEXT?: [559, 1174, 666, 1232]
- ad-heading: EVERYTHING THAT MAKES HOME BRIGHT.: [695, 499, 801, 533]
